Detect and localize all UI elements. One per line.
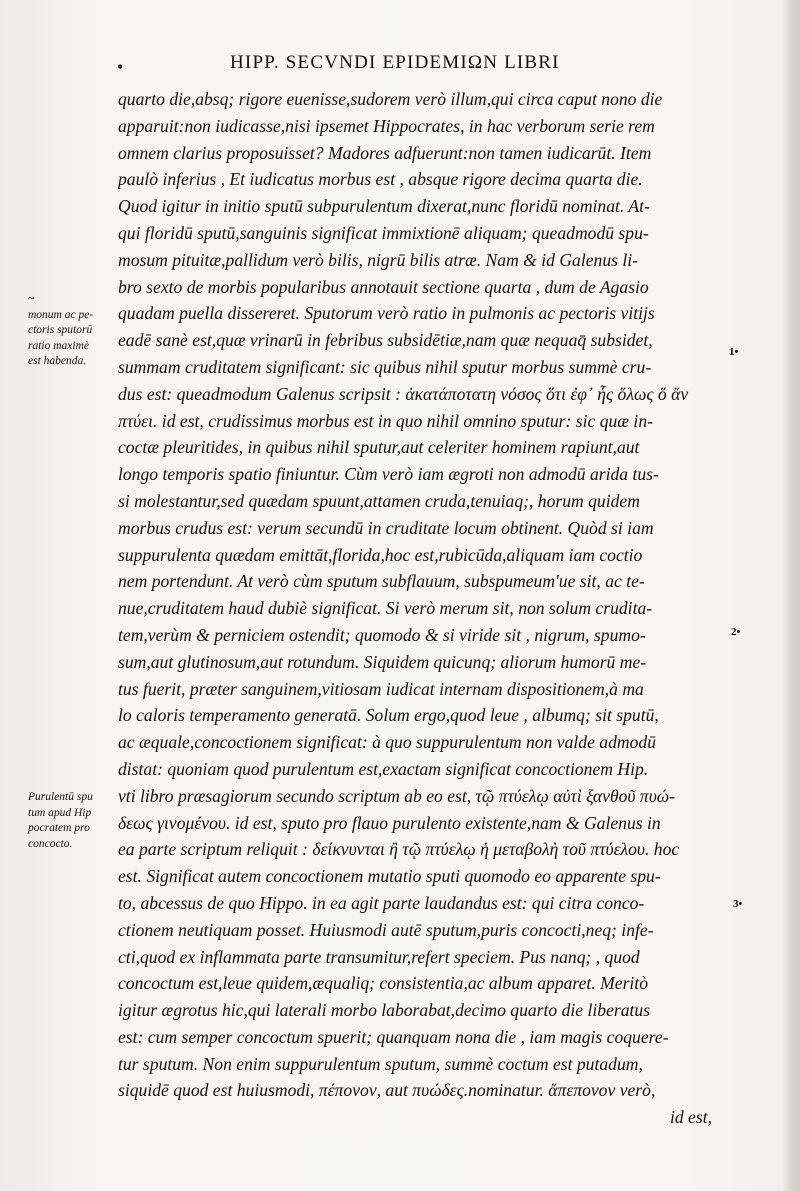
text-line: igitur ægrotus hic,qui laterali morbo laborabat,decimo quarto die liberatus bbox=[118, 1000, 651, 1021]
text-line: morbus crudus est: verum secundū in cruditate locum obtinent. Quòd si iam bbox=[118, 517, 654, 538]
text-line: coctæ pleuritides, in quibus nihil sputur,aut celeriter hominem rapiunt,aut bbox=[118, 437, 640, 458]
text-line: mosum pituitæ,pallidum verò bilis, nigrū bilis atræ. Nam & id Galenus li- bbox=[118, 249, 639, 270]
text-line: summam cruditatem significant: sic quibus nihil sputur morbus summè cru- bbox=[118, 356, 652, 377]
margin-note-line: concocto. bbox=[28, 837, 73, 850]
text-line: lo caloris temperamento generatā. Solum ergo,quod leue , albumq; sit sputū, bbox=[118, 705, 659, 726]
text-line: si molestantur,sed quædam spuunt,attamen cruda,tenuiaq;, horum quidem bbox=[118, 490, 640, 511]
text-line: eadē sanè est,quæ vrinarū in febribus subsidētiæ,nam quæ nequaq̄ subsidet, bbox=[118, 330, 653, 351]
margin-note-line: tum apud Hip bbox=[28, 806, 92, 819]
line-number-30: 3• bbox=[733, 898, 743, 910]
text-line: to, abcessus de quo Hippo. in ea agit parte laudandus est: qui citra conco- bbox=[118, 892, 645, 913]
text-line: dus est: queadmodum Galenus scripsit : ἀκατάποτατη νόσος ὅτι ἐφ᾽ ἧς ὅλως ὅ ἄν bbox=[118, 383, 689, 404]
text-line: longo temporis spatio finiuntur. Cùm verò iam ægroti non admodū arida tus- bbox=[118, 464, 659, 485]
text-line: qui floridū sputū,sanguinis significat immixtionē aliquam; queadmodū spu- bbox=[118, 222, 649, 243]
text-line: Quod igitur in initio sputū subpurulentum dixerat,nunc floridū nominat. At- bbox=[118, 196, 650, 217]
running-head: HIPP. SECVNDI EPIDEMIΩN LIBRI bbox=[230, 52, 560, 73]
margin-note-purulentum bbox=[28, 790, 116, 852]
line-number-20: 2• bbox=[731, 626, 741, 638]
text-line: quarto die,absq; rigore euenisse,sudorem verò illum,qui circa caput nono die bbox=[118, 89, 663, 109]
text-line: tur sputum. Non enim suppurulentum sputum, summè coctum est putadum, bbox=[118, 1053, 643, 1074]
text-line: paulò inferius , Et iudicatus morbus est , absque rigore decima quarta die. bbox=[118, 169, 643, 190]
text-line: siquidē quod est huiusmodi, πέπονον, aut πυώδες.nominatur. ἄπεπονον verò, bbox=[118, 1080, 656, 1101]
page-edge-shadow bbox=[782, 0, 800, 1191]
text-line: est: cum semper concoctum spuerit; quanquam nona die , iam magis coquere- bbox=[118, 1026, 669, 1047]
margin-note-line: ~ bbox=[28, 293, 35, 305]
text-line: sum,aut glutinosum,aut rotundum. Siquidem quicunq; aliorum humorū me- bbox=[118, 651, 647, 672]
text-line: omnem clarius proposuisset? Madores adfuerunt:non tamen iudicarūt. Item bbox=[118, 142, 652, 163]
text-line: ctionem neutiquam posset. Huiusmodi autē sputum,puris concocti,neq; infe- bbox=[118, 919, 654, 940]
margin-note-line: ctoris sputorū bbox=[28, 324, 93, 337]
text-line: concoctum est,leue quidem,æqualiq; consistentia,ac album apparet. Meritò bbox=[118, 973, 648, 994]
text-line: nem portendunt. At verò cùm sputum subflauum, subspumeum'ue sit, ac te- bbox=[118, 571, 645, 592]
text-line: id est, bbox=[669, 1107, 712, 1128]
text-line: δεως γινομένου. id est, sputo pro flauo purulento existente,nam & Galenus in bbox=[118, 812, 661, 833]
text-line: ac æquale,concoctionem significat: à quo suppurulentum non valde admodū bbox=[118, 732, 656, 753]
header-ornament: • bbox=[116, 60, 125, 76]
margin-note-line: monum ac pe- bbox=[28, 308, 94, 321]
text-line: cti,quod ex inflammata parte transumitur,refert speciem. Pus nanq; , quod bbox=[118, 946, 640, 967]
text-line: nue,cruditatem haud dubiè significat. Si verò merum sit, non solum crudita- bbox=[118, 598, 653, 619]
margin-note-line: est habenda. bbox=[28, 355, 87, 368]
margin-note-line: ratio maximè bbox=[28, 339, 90, 352]
margin-note-sputorum bbox=[28, 292, 116, 370]
text-line: apparuit:non iudicasse,nisi ipsemet Hippocrates, in hac verborum serie rem bbox=[118, 115, 655, 136]
text-line: quadam puella dissereret. Sputorum verò ratio in pulmonis ac pectoris vitijs bbox=[118, 303, 655, 324]
text-line: πτύει. id est, crudissimus morbus est in quo nihil omnino sputur: sic quæ in- bbox=[118, 410, 653, 431]
text-line: est. Significat autem concoctionem mutatio sputi quomodo eo apparente spu- bbox=[118, 866, 661, 887]
text-line: suppurulenta quædam emittāt,florida,hoc est,rubicūda,aliquam iam coctio bbox=[118, 544, 643, 565]
margin-note-line: pocratem pro bbox=[28, 822, 90, 835]
text-line: bro sexto de morbis popularibus annotauit sectione quarta , dum de Agasio bbox=[118, 276, 649, 297]
text-line: ea parte scriptum reliquit : δείκνυνται ἢ τῷ πτύελῳ ἡ μεταβολὴ τοῦ πτύελου. hoc bbox=[118, 839, 680, 860]
text-line: vti libro præsagiorum secundo scriptum ab eo est, τῷ πτύελῳ αὐτὶ ξανθοῦ πυώ- bbox=[118, 785, 675, 806]
text-line: distat: quoniam quod purulentum est,exactam significat concoctionem Hip. bbox=[118, 758, 649, 779]
body-text bbox=[118, 86, 718, 1131]
line-number-10: 1• bbox=[729, 346, 739, 358]
text-line: tem,verùm & perniciem ostendit; quomodo & si viride sit , nigrum, spumo- bbox=[118, 624, 646, 645]
text-line: tus fuerit, præter sanguinem,vitiosam iudicat internam dispositionem,à ma bbox=[118, 678, 644, 699]
margin-note-line: Purulentū spu bbox=[28, 791, 93, 803]
